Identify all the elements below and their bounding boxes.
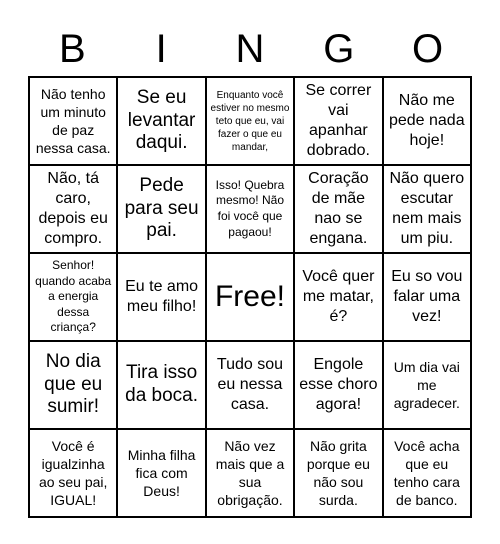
free-label: Free! — [214, 280, 285, 313]
bingo-cell — [207, 342, 295, 430]
bingo-cell — [384, 166, 472, 254]
bingo-cell — [207, 166, 295, 254]
cell-text: Não me pede nada hoje! — [388, 92, 465, 149]
cell-text: Não tenho um minuto de paz nessa casa. — [35, 85, 111, 157]
cell-text: Se eu levantar daqui. — [127, 86, 196, 154]
cell-text: Isso! Quebra mesmo! Não foi você que pagaou! — [215, 177, 285, 239]
bingo-cell — [30, 78, 118, 166]
bingo-cell — [384, 78, 472, 166]
bingo-cell — [207, 78, 295, 166]
cell-text: Não, tá caro, depois eu compro. — [38, 170, 108, 247]
cell-text: Não vez mais que a sua obrigação. — [215, 437, 285, 509]
cell-text: Se correr vai apanhar dobrado. — [305, 82, 372, 159]
bingo-cell — [384, 254, 472, 342]
bingo-cell — [295, 254, 383, 342]
bingo-cell — [30, 166, 118, 254]
cell-text: Um dia vai me agradecer. — [393, 358, 460, 412]
cell-text: Pede para seu pai. — [124, 174, 199, 242]
bingo-cell — [118, 430, 206, 518]
cell-text: Senhor! quando acaba a energia dessa criança? — [35, 258, 112, 335]
header-letter-b: B — [59, 27, 86, 71]
cell-text: Eu so vou falar uma vez! — [391, 268, 463, 325]
header-letter-g: G — [323, 27, 355, 71]
cell-text: No dia que eu sumir! — [44, 350, 103, 418]
header-letter-i: I — [155, 27, 167, 71]
cell-text: Engole esse choro agora! — [299, 356, 378, 413]
bingo-cell — [295, 342, 383, 430]
cell-text: Minha filha fica com Deus! — [127, 446, 196, 500]
bingo-cell — [295, 430, 383, 518]
bingo-cell — [118, 166, 206, 254]
cell-text: Tira isso da boca. — [125, 362, 199, 406]
bingo-cell — [118, 342, 206, 430]
cell-text: Você acha que eu tenho cara de banco. — [393, 437, 460, 509]
bingo-grid — [28, 76, 472, 518]
cell-text: Não quero escutar nem mais um piu. — [389, 170, 465, 247]
cell-text: Coração de mãe nao se engana. — [308, 170, 369, 247]
cell-text: Você quer me matar, é? — [302, 268, 375, 325]
bingo-cell — [118, 254, 206, 342]
bingo-cell — [30, 254, 118, 342]
bingo-cell — [384, 342, 472, 430]
cell-text: Eu te amo meu filho! — [125, 278, 199, 315]
bingo-header — [28, 22, 472, 76]
bingo-cell — [118, 78, 206, 166]
bingo-cell — [384, 430, 472, 518]
bingo-cell — [295, 166, 383, 254]
bingo-cell — [30, 342, 118, 430]
header-letter-o: O — [412, 27, 444, 71]
cell-text: Enquanto você estiver no mesmo teto que eu, vai fazer o que eu mandar, — [210, 89, 290, 153]
cell-text: Você é igualzinha ao seu pai, IGUAL! — [38, 437, 108, 509]
bingo-cell — [295, 78, 383, 166]
cell-text: Tudo sou eu nessa casa. — [216, 356, 284, 413]
free-cell — [207, 254, 295, 342]
bingo-cell — [30, 430, 118, 518]
header-letter-n: N — [235, 27, 265, 71]
bingo-cell — [207, 430, 295, 518]
cell-text: Não grita porque eu não sou surda. — [306, 437, 370, 509]
